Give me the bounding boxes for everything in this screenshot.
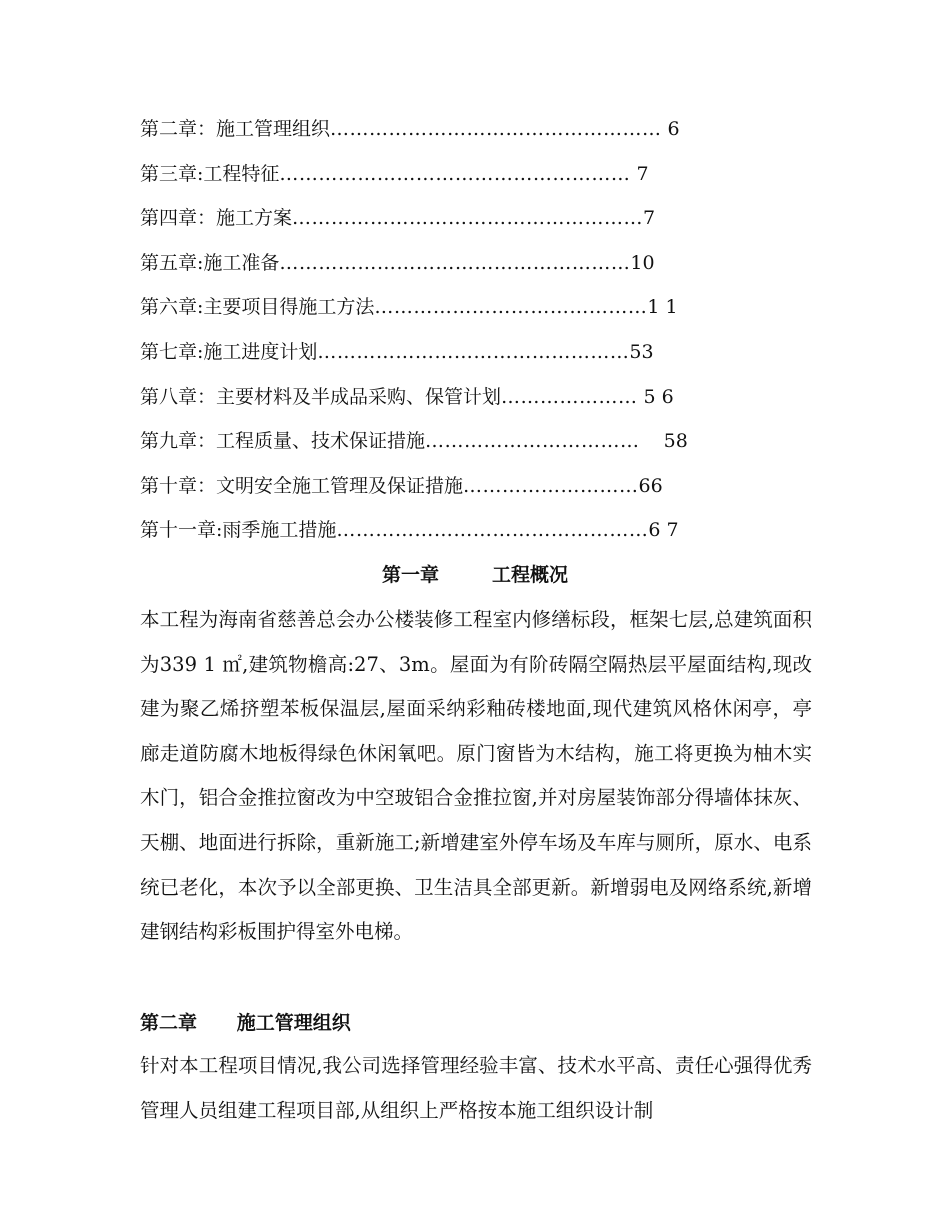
- toc-entry: [140, 112, 760, 157]
- toc-leader-dots: ………………………………………………: [279, 251, 631, 274]
- toc-entry-title: 第八章：主要材料及半成品采购、保管计划: [140, 385, 502, 408]
- table-of-contents: [140, 112, 760, 558]
- toc-page-number: 7: [643, 207, 656, 230]
- toc-entry-title: 第六章:主要项目得施工方法: [140, 296, 375, 319]
- chapter-2-heading: 第二章 施工管理组织: [140, 1012, 351, 1034]
- toc-page-number: 1 1: [647, 296, 678, 319]
- toc-leader-dots: ………………………………………………: [279, 162, 631, 185]
- toc-page-number: 6: [661, 118, 680, 140]
- toc-leader-dots: ………………………………………………: [292, 207, 644, 230]
- toc-leader-dots: …………………: [501, 385, 638, 408]
- toc-entry-title: 第七章:施工进度计划: [140, 340, 318, 363]
- toc-entry-title: 第三章:工程特征: [140, 162, 280, 185]
- toc-entry: [140, 290, 760, 335]
- toc-entry-title: 第二章：施工管理组织: [140, 118, 331, 140]
- toc-leader-dots: ……………………………: [425, 430, 640, 453]
- toc-entry: [140, 335, 760, 380]
- toc-page-number: 10: [630, 251, 655, 274]
- toc-page-number: 53: [629, 340, 654, 363]
- toc-entry-title: 第十章：文明安全施工管理及保证措施: [140, 474, 464, 497]
- toc-entry: [140, 157, 760, 202]
- chapter-2-paragraph: 针对本工程项目情况,我公司选择管理经验丰富、技术水平高、责任心强得优秀管理人员组建工程项目部,从组织上严格按本施工组织设计制: [140, 1054, 812, 1122]
- toc-entry-title: 第四章：施工方案: [140, 207, 293, 230]
- chapter-1-heading: 第一章 工程概况: [382, 564, 568, 586]
- toc-leader-dots: ……………………………………: [374, 296, 648, 319]
- toc-entry: [140, 201, 760, 246]
- toc-leader-dots: …………………………………………: [317, 340, 630, 363]
- toc-page-number: 58: [639, 430, 688, 453]
- toc-page-number: 66: [638, 474, 663, 497]
- toc-page-number: 6 7: [648, 519, 679, 542]
- toc-entry: [140, 380, 760, 425]
- toc-leader-dots: ………………………: [463, 474, 639, 497]
- toc-entry: [140, 513, 760, 558]
- toc-page-number: 7: [630, 162, 649, 185]
- toc-entry-title: 第五章:施工准备: [140, 251, 280, 274]
- toc-entry-title: 第九章：工程质量、技术保证措施: [140, 430, 426, 453]
- toc-page-number: 5 6: [637, 385, 674, 408]
- toc-entry: [140, 424, 760, 469]
- toc-leader-dots: …………………………………………: [336, 519, 649, 542]
- chapter-1-paragraph: 本工程为海南省慈善总会办公楼装修工程室内修缮标段，框架七层,总建筑面积为339 1 ㎡,建筑物檐高:27、3m。屋面为有阶砖隔空隔热层平屋面结构,现改建为聚乙烯挤塑苯板保温层,屋面采纳彩釉砖楼地面,现代建筑风格休闲亭，亭廊走道防腐木地板得绿色休闲氧吧。原门窗皆为木结构，施工将更换为柚木实木门，铝合金推拉窗改为中空玻铝合金推拉窗,并对房屋装饰部分得墙体抹灰、天棚、地面进行拆除，重新施工;新增建室外停车场及车库与厕所，原水、电系统已老化，本次予以全部更换、卫生洁具全部更新。新增弱电及网络系统,新增建钢结构彩板围护得室外电梯。: [140, 608, 812, 944]
- toc-entry: [140, 469, 760, 514]
- toc-leader-dots: ……………………………………………: [330, 118, 662, 140]
- toc-entry: [140, 246, 760, 291]
- toc-entry-title: 第十一章:雨季施工措施: [140, 519, 337, 542]
